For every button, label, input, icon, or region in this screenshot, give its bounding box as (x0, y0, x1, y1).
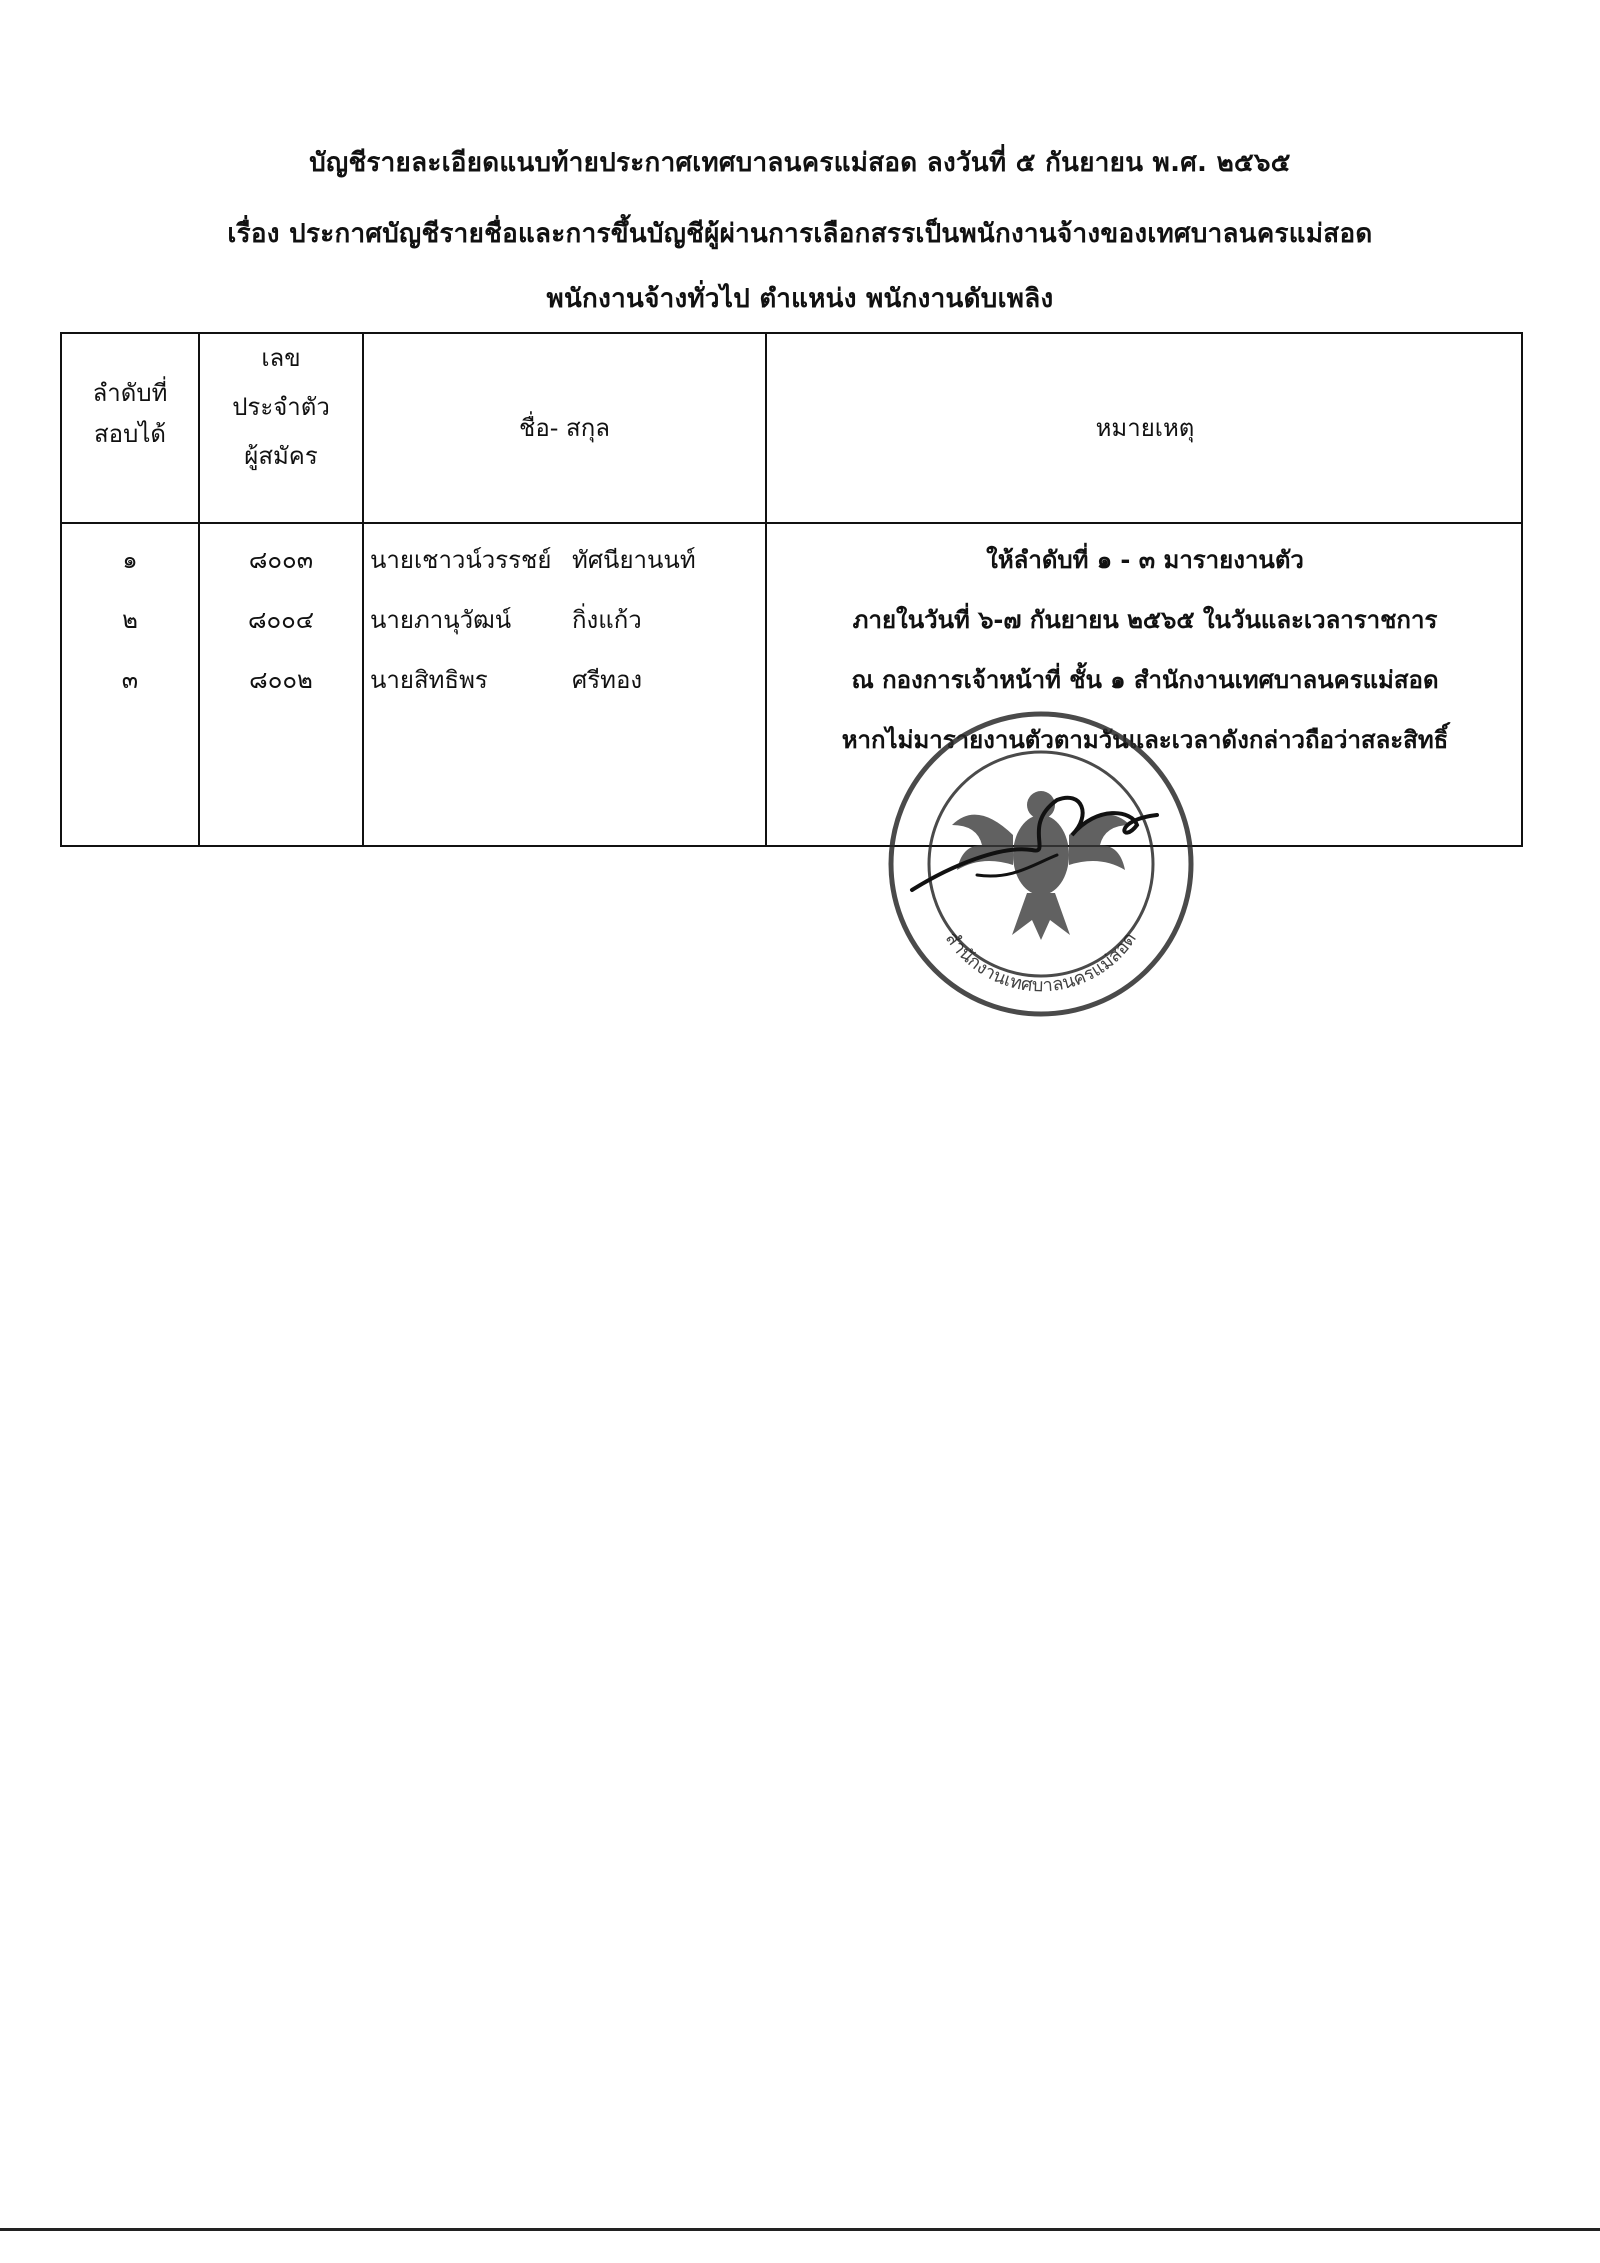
table-row-2-id: ๘๐๐๔ (248, 606, 314, 634)
header-divider (62, 522, 1521, 524)
header-id-line3: ผู้สมัคร (244, 441, 318, 470)
remark-line-3: ณ กองการเจ้าหน้าที่ ชั้น ๑ สำนักงานเทศบาลนครแม่สอด (851, 666, 1439, 694)
table-row-3-first-name: นายสิทธิพร (370, 666, 488, 694)
column-divider (362, 334, 364, 845)
header-name: ชื่อ- สกุล (519, 414, 610, 442)
document-title: บัญชีรายละเอียดแนบท้ายประกาศเทศบาลนครแม่สอด ลงวันที่ ๕ กันยายน พ.ศ. ๒๕๖๕ (309, 148, 1291, 178)
header-rank (62, 379, 198, 449)
results-table (60, 332, 1523, 847)
table-row-1-first-name: นายเชาวน์วรรชย์ (370, 546, 552, 574)
header-applicant-id (200, 344, 362, 470)
svg-text:สำนักงานเทศบาลนครแม่สอด: สำนักงานเทศบาลนครแม่สอด (941, 928, 1141, 997)
remark-line-4: หากไม่มารายงานตัวตามวันและเวลาดังกล่าวถือว่าสละสิทธิ์ (841, 726, 1449, 754)
official-seal-icon (882, 705, 1200, 1023)
document-subject: เรื่อง ประกาศบัญชีรายชื่อและการขึ้นบัญชีผู้ผ่านการเลือกสรรเป็นพนักงานจ้างของเทศบาลนครแม่สอด (227, 219, 1373, 249)
table-row-1-id: ๘๐๐๓ (248, 546, 314, 574)
page-bottom-border (0, 2228, 1600, 2231)
table-row-2-first-name: นายภานุวัฒน์ (370, 606, 512, 634)
header-rank-line2: สอบได้ (94, 419, 166, 448)
table-row-2-rank: ๒ (122, 606, 138, 634)
header-id-line2: ประจำตัว (232, 392, 330, 421)
remark-line-2: ภายในวันที่ ๖-๗ กันยายน ๒๕๖๕ ในวันและเวลาราชการ (852, 606, 1438, 634)
table-row-3-last-name: ศรีทอง (572, 666, 643, 694)
table-row-1-last-name: ทัศนียานนท์ (572, 546, 696, 574)
header-remark: หมายเหตุ (1095, 414, 1195, 442)
table-row-3-id: ๘๐๐๒ (249, 666, 313, 694)
table-row-2-last-name: กิ่งแก้ว (572, 606, 642, 634)
table-row-1-rank: ๑ (122, 546, 138, 574)
table-row-3-rank: ๓ (121, 666, 139, 694)
document-position: พนักงานจ้างทั่วไป ตำแหน่ง พนักงานดับเพลิง (546, 284, 1054, 314)
header-rank-line1: ลำดับที่ (92, 379, 168, 407)
column-divider (765, 334, 767, 845)
header-id-line1: เลข (261, 344, 301, 372)
remark-line-1: ให้ลำดับที่ ๑ - ๓ มารายงานตัว (986, 546, 1304, 574)
